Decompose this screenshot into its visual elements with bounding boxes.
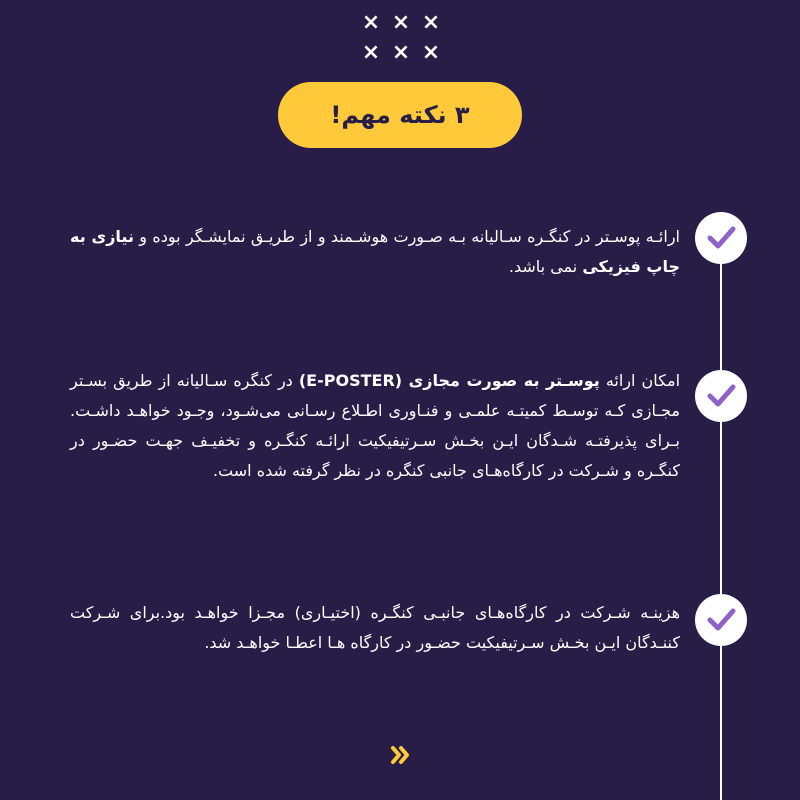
page-title: ۳ نکته مهم!: [330, 101, 470, 129]
x-mark-icon: ×: [361, 40, 381, 65]
x-mark-icon: ×: [391, 10, 411, 35]
title-badge: [278, 82, 522, 148]
checkmark-icon: [695, 594, 747, 646]
x-mark-icon: ×: [391, 40, 411, 65]
x-mark-icon: ×: [421, 40, 441, 65]
double-chevron-icon[interactable]: [386, 740, 416, 770]
point-3-text: هزینـه شـرکت در کارگاه‌هـای جانبـی کنگـره (اختیـاری) مجـزا خواهـد بود.برای شـرکت کننـدگان ایـن بخـش سـرتیفیکیت حضـور در کارگاه هـا اعطـا خواهـد شد.: [70, 603, 680, 652]
checkmark-icon: [695, 212, 747, 264]
point-2-text: امکان ارائه پوسـتر به صورت مجازی (E-POSTER) در کنگره سـالیانه از طریق بسـتر مجـازی کـه توسـط کمیتـه علمـی و فنـاوری اطـلاع رسـانی می‌شـود، وجـود خواهـد داشـت. بـرای پذیرفتـه شـدگان ایـن بخـش سـرتیفیکیت ارائـه کنگـره و تخفیـف جهـت حضـور در کنگـره و شـرکت در کارگاه‌هـای جانبی کنگره در نظر گرفته شده است.: [70, 371, 681, 480]
checkmark-icon: [695, 370, 747, 422]
decorative-x-grid: [356, 10, 446, 66]
timeline-line: [720, 240, 722, 800]
x-mark-icon: ×: [361, 10, 381, 35]
point-1-text: ارائـه پوسـتر در کنگـره سـالیانه بـه صـورت هوشـمند و از طریـق نمایشـگر بوده و نیازی به چاپ فیزیکی نمی باشد.: [70, 227, 681, 276]
x-mark-icon: ×: [421, 10, 441, 35]
